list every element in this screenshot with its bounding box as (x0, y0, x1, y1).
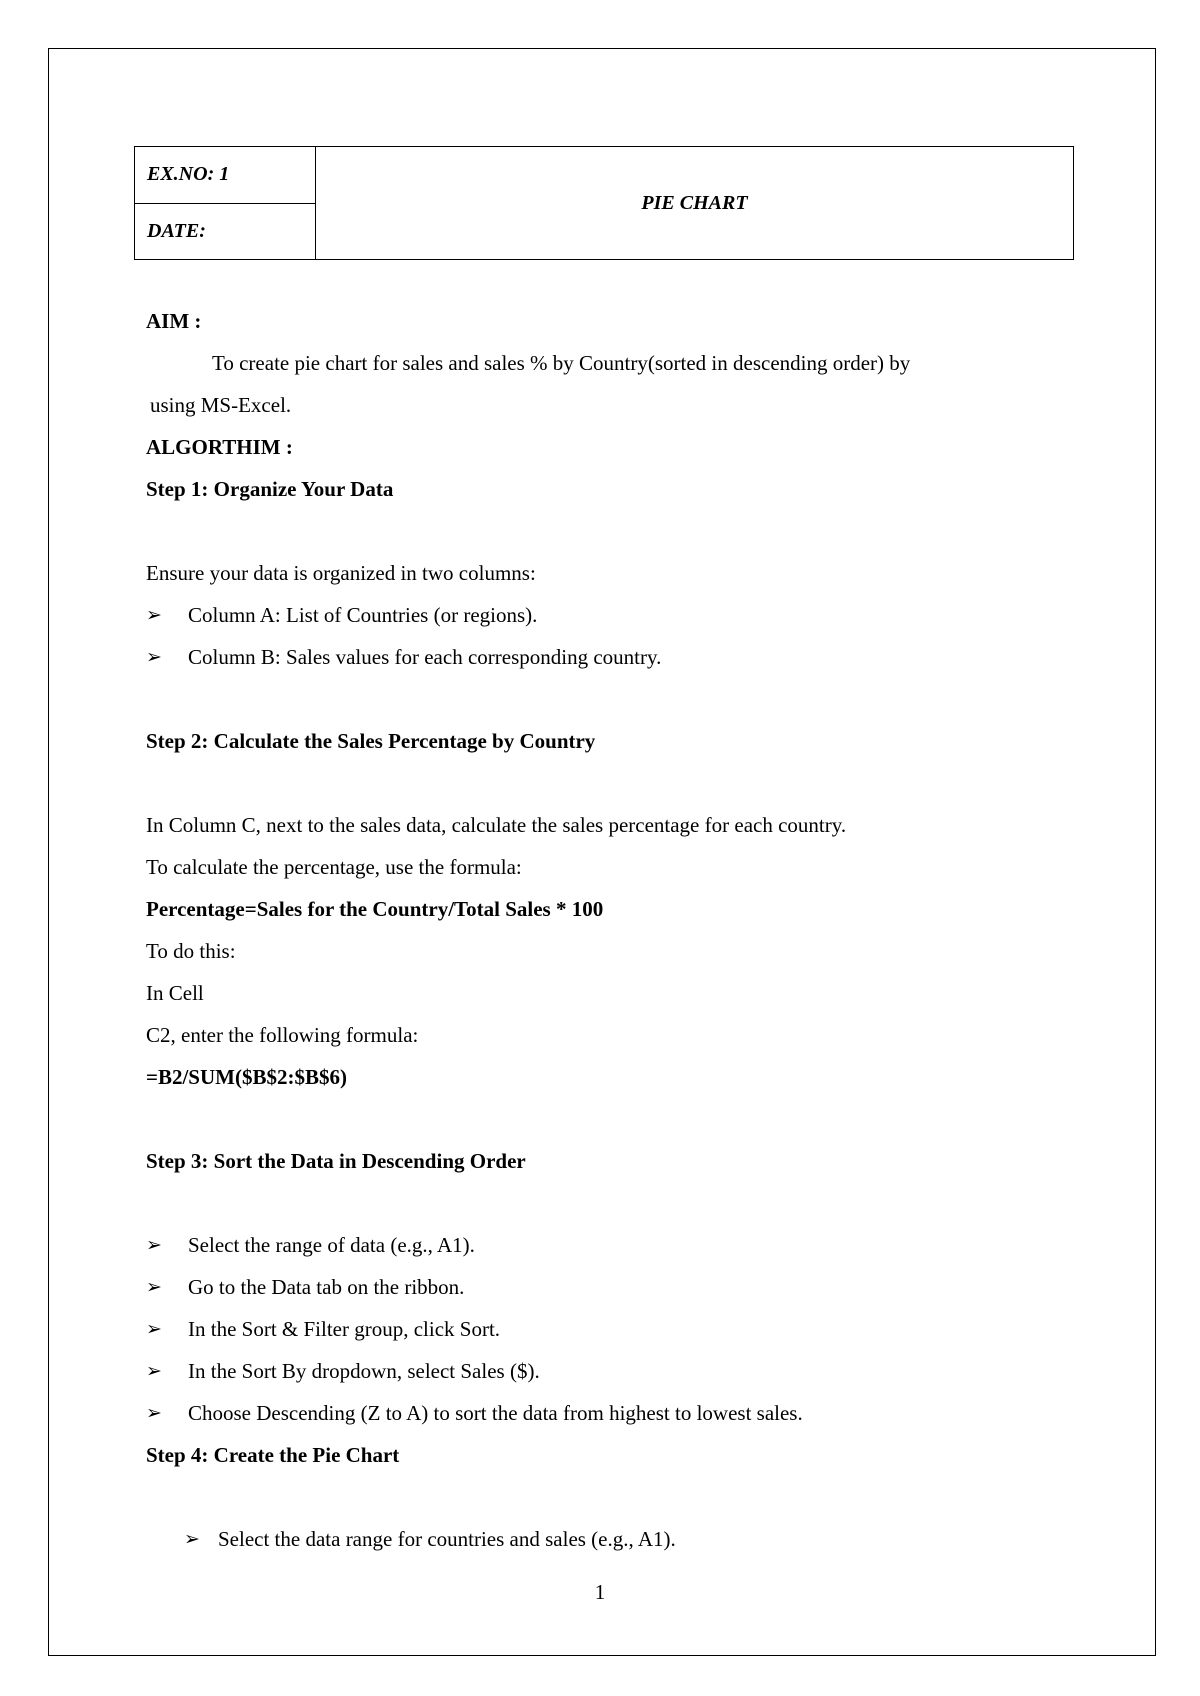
arrow-bullet-icon: ➢ (146, 604, 162, 626)
arrow-bullet-icon: ➢ (146, 1234, 162, 1256)
aim-text-line1: To create pie chart for sales and sales % by Country(sorted in descending order) by (212, 351, 911, 375)
step2-line: To calculate the percentage, use the formula: (146, 855, 522, 879)
list-item-text: Column B: Sales values for each corresponding country. (188, 645, 662, 669)
step2-line: In Column C, next to the sales data, calculate the sales percentage for each country. (146, 813, 847, 837)
list-item (146, 1266, 1046, 1308)
ex-no-cell: EX.NO: 1 (135, 147, 316, 204)
page-number: 1 (594, 1580, 606, 1604)
list-item-text: Column A: List of Countries (or regions). (188, 603, 538, 627)
step2-line: C2, enter the following formula: (146, 1023, 419, 1047)
list-item-text: In the Sort By dropdown, select Sales ($). (188, 1359, 540, 1383)
arrow-bullet-icon: ➢ (146, 1276, 162, 1298)
list-item (146, 636, 1046, 678)
step2-line: In Cell (146, 981, 204, 1005)
arrow-bullet-icon: ➢ (146, 646, 162, 668)
list-item-text: Choose Descending (Z to A) to sort the data from highest to lowest sales. (188, 1401, 803, 1425)
algorithm-heading: ALGORTHIM : (146, 435, 293, 459)
list-item (146, 1518, 1046, 1560)
list-item-text: In the Sort & Filter group, click Sort. (188, 1317, 501, 1341)
arrow-bullet-icon: ➢ (146, 1360, 162, 1382)
aim-text-line2: using MS-Excel. (150, 393, 292, 417)
arrow-bullet-icon: ➢ (146, 1318, 162, 1340)
document-body (146, 300, 1046, 1560)
list-item-text: Go to the Data tab on the ribbon. (188, 1275, 465, 1299)
excel-formula: =B2/SUM($B$2:$B$6) (146, 1065, 347, 1089)
step4-heading: Step 4: Create the Pie Chart (146, 1443, 400, 1467)
step2-heading: Step 2: Calculate the Sales Percentage by Country (146, 729, 596, 753)
aim-heading: AIM : (146, 309, 202, 333)
arrow-bullet-icon: ➢ (146, 1402, 162, 1424)
list-item (146, 1392, 1046, 1434)
list-item-text: Select the data range for countries and sales (e.g., A1). (218, 1527, 676, 1551)
percentage-formula: Percentage=Sales for the Country/Total Sales * 100 (146, 897, 604, 921)
arrow-bullet-icon: ➢ (184, 1528, 200, 1550)
step1-heading: Step 1: Organize Your Data (146, 477, 394, 501)
title-cell: PIE CHART (316, 147, 1074, 260)
list-item (146, 594, 1046, 636)
list-item (146, 1350, 1046, 1392)
list-item-text: Select the range of data (e.g., A1). (188, 1233, 475, 1257)
step3-heading: Step 3: Sort the Data in Descending Order (146, 1149, 526, 1173)
date-cell: DATE: (135, 203, 316, 260)
step1-intro: Ensure your data is organized in two columns: (146, 561, 536, 585)
step2-line: To do this: (146, 939, 236, 963)
header-table (134, 146, 1074, 260)
list-item (146, 1308, 1046, 1350)
list-item (146, 1224, 1046, 1266)
